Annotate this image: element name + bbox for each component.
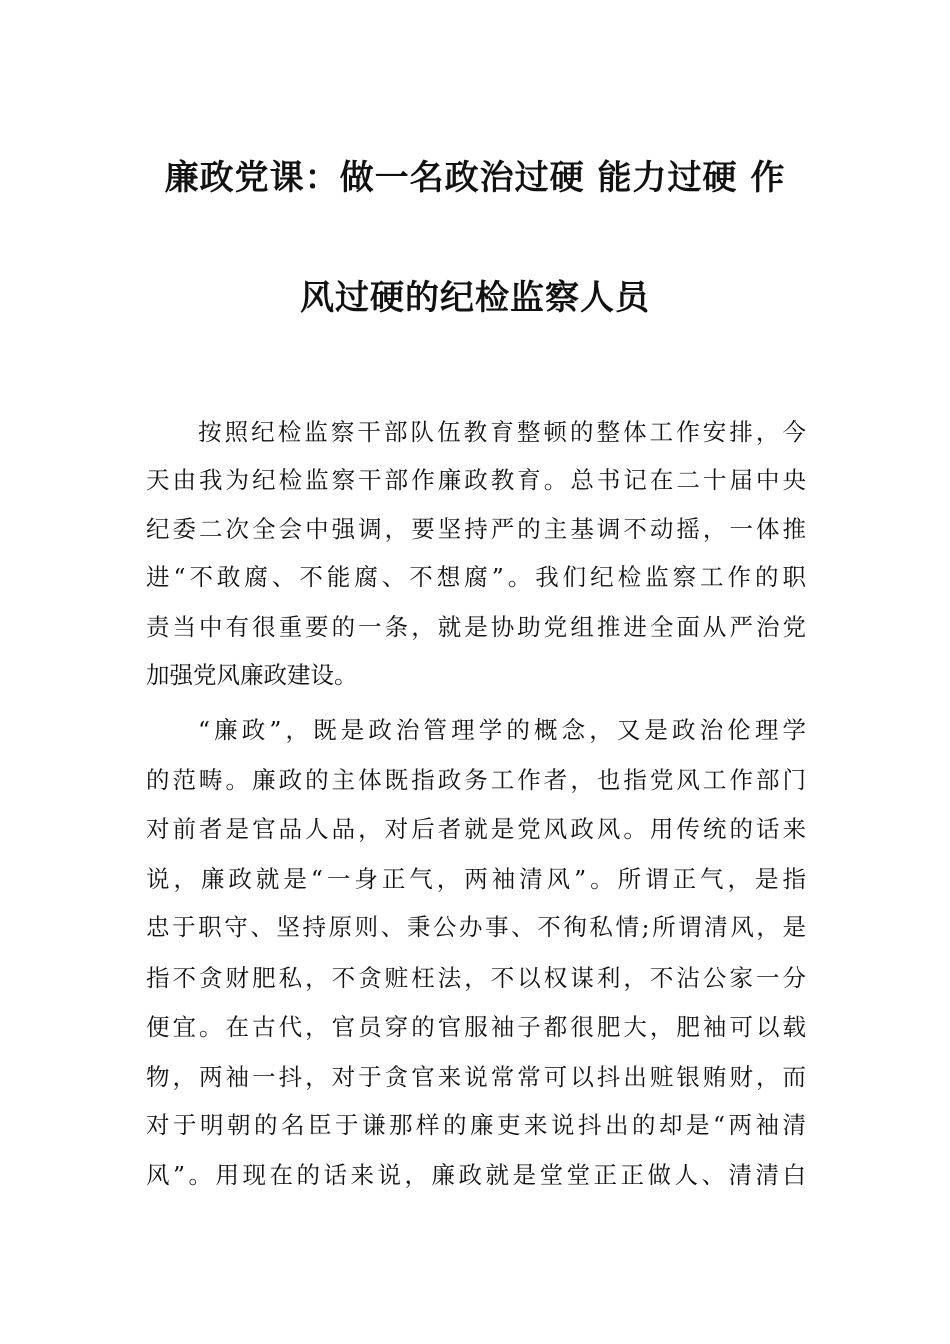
paragraph-2-line: 说，廉政就是“一身正气，两袖清风”。所谓正气，是指 [146, 865, 806, 893]
paragraph-2-line: 指不贪财肥私，不贪赃枉法，不以权谋利，不沾公家一分 [146, 964, 806, 992]
paragraph-1-line: 责当中有很重要的一条，就是协助党组推进全面从严治党 [146, 613, 806, 641]
document-title-line-1: 廉政党课：做一名政治过硬 能力过硬 作 [164, 158, 786, 198]
paragraph-1-line: 纪委二次全会中强调，要坚持严的主基调不动摇，一体推 [146, 515, 806, 543]
paragraph-1-line: 进“不敢腐、不能腐、不想腐”。我们纪检监察工作的职 [146, 563, 806, 591]
paragraph-2-line: 物，两袖一抖，对于贪官来说常常可以抖出赃银贿财，而 [146, 1063, 806, 1091]
paragraph-1-line: 天由我为纪检监察干部作廉政教育。总书记在二十届中央 [146, 466, 806, 494]
paragraph-2-line: 的范畴。廉政的主体既指政务工作者，也指党风工作部门 [146, 766, 806, 794]
paragraph-2-line: 便宜。在古代，官员穿的官服袖子都很肥大，肥袖可以载 [146, 1013, 806, 1041]
document-title-line-2: 风过硬的纪检监察人员 [300, 278, 650, 318]
paragraph-2-line: 风”。用现在的话来说，廉政就是堂堂正正做人、清清白 [146, 1161, 806, 1189]
paragraph-1-line: 加强党风廉政建设。 [146, 661, 358, 689]
paragraph-2-line: “廉政”，既是政治管理学的概念，又是政治伦理学 [198, 716, 806, 744]
paragraph-2-line: 忠于职守、坚持原则、秉公办事、不徇私情;所谓清风，是 [146, 913, 806, 941]
paragraph-1-line: 按照纪检监察干部队伍教育整顿的整体工作安排，今 [198, 418, 806, 446]
paragraph-2-line: 对前者是官品人品，对后者就是党风政风。用传统的话来 [146, 815, 806, 843]
paragraph-2-line: 对于明朝的名臣于谦那样的廉吏来说抖出的却是“两袖清 [146, 1111, 806, 1139]
